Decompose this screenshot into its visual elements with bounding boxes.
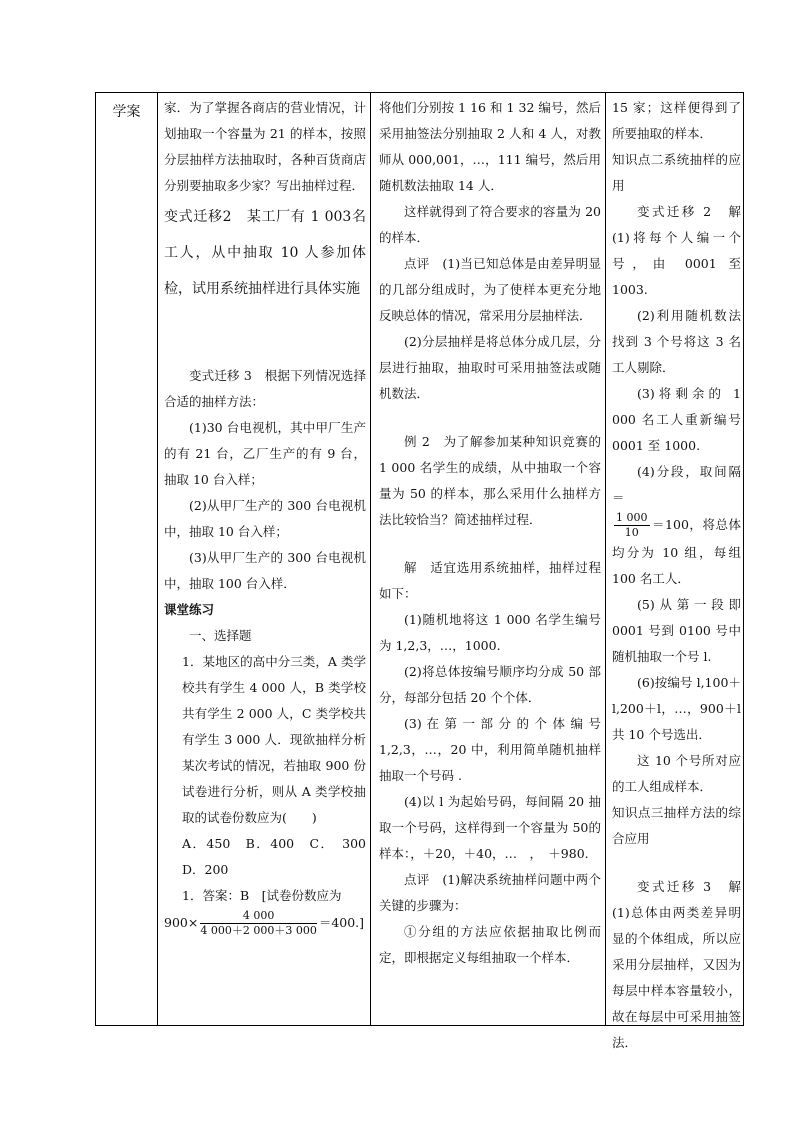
fraction: $\frac{1 000}{10}$ bbox=[616, 511, 648, 539]
paragraph: (2)将总体按编号顺序均分成 50 部分，每部分包括 20 个个体． bbox=[379, 664, 601, 705]
paragraph: 解 适宜选用系统抽样，抽样过程如下： bbox=[379, 560, 601, 601]
paragraph: 15 家；这样便得到了所要抽取的样本． bbox=[612, 100, 741, 141]
answer: 1．答案：B [试卷份数应为 bbox=[182, 888, 342, 903]
paragraph: $\frac{1 000}{10}$ ＝100，将总体均分为 10 组，每组 100 名工人． bbox=[612, 511, 741, 586]
paragraph: (4)分段，取间隔 ＝ bbox=[612, 464, 741, 505]
paragraph: 点评 (1)解决系统抽样问题中两个关键的步骤为： bbox=[379, 872, 601, 913]
paragraph: (6)按编号 l,100＋l,200＋l，…，900＋l 共 10 个号选出． bbox=[612, 675, 741, 742]
paragraph: (2)分层抽样是将总体分成几层，分层进行抽取，抽取时可采用抽签法或随机数法． bbox=[379, 334, 601, 401]
section-title: 一、选择题 bbox=[189, 628, 252, 643]
paragraph: 知识点二系统抽样的应用 bbox=[612, 152, 741, 193]
section-heading: 课堂练习 bbox=[164, 602, 215, 617]
paragraph: 这 10 个号所对应的工人组成样本． bbox=[612, 753, 741, 794]
paragraph: (4)以 l 为起始号码，每间隔 20 抽取一个号码，这样得到一个容量为 50的样本：，＋20，＋40，… ， ＋980. bbox=[379, 794, 601, 861]
column-answers bbox=[606, 93, 754, 1056]
paragraph: 这样就得到了符合要求的容量为 20 的样本． bbox=[379, 204, 601, 245]
paragraph: (3)从甲厂生产的 300 台电视机中，抽取 100 台入样． bbox=[164, 550, 366, 591]
fraction: $\frac{4 000}{4 000+2 000+3 000}$ bbox=[200, 909, 317, 937]
paragraph: (5)从第一段即 0001 号到 0100 号中随机抽取一个号 l. bbox=[612, 597, 741, 664]
paragraph: ①分组的方法应依据抽取比例而定，即根据定义每组抽取一个样本． bbox=[379, 924, 601, 965]
question-1 bbox=[164, 649, 379, 909]
paragraph: (2)利用随机数法找到 3 个号将这 3 名工人剔除． bbox=[612, 308, 741, 375]
paragraph: 变式迁移 3 根据下列情况选择合适的抽样方法： bbox=[164, 368, 366, 409]
paragraph: 变式迁移2 某工厂有 1 003名工人，从中抽取 10 人参加体检，试用系统抽样进行具体实施 bbox=[164, 209, 366, 297]
paragraph: 将他们分别按 1 16 和 1 32 编号，然后采用抽签法分别抽取 2 人和 4 人，对教师从 000,001，…，111 编号，然后用随机数法抽取 14 人． bbox=[379, 100, 601, 193]
paragraph: 点评 (1)当已知总体是由差异明显的几部分组成时，为了使样本更充分地反映总体的情况，常采用分层抽样法． bbox=[379, 256, 601, 323]
row-label: 学案 bbox=[112, 104, 141, 120]
paragraph: (3)将剩余的 1 000 名工人重新编号 0001 至 1000. bbox=[612, 386, 741, 453]
answer-formula: 900× $\frac{4 000}{4 000+2 000+3 000}$ ＝400.] bbox=[164, 909, 365, 937]
paragraph: (2)从甲厂生产的 300 台电视机中，抽取 10 台入样； bbox=[164, 498, 366, 539]
question-text: 1．某地区的高中分三类，A 类学校共有学生 4 000 人，B 类学校共有学生 2 000 人，C 类学校共有学生 3 000 人．现欲抽样分析某次考试的情况，若抽取 900 份试卷进行分析，则从 A 类学校抽取的试卷份数应为( ) bbox=[182, 654, 366, 825]
paragraph: 例 2 为了解参加某种知识竞赛的 1 000 名学生的成绩，从中抽取一个容量为 50 的样本，那么采用什么抽样方法比较恰当？简述抽样过程． bbox=[379, 434, 601, 527]
paragraph: (1)30 台电视机，其中甲厂生产的有 21 台，乙厂生产的有 9 台，抽取 10 台入样； bbox=[164, 420, 366, 487]
paragraph: 知识点三抽样方法的综合应用 bbox=[612, 805, 741, 846]
column-problems bbox=[158, 93, 379, 938]
paragraph: 变式迁移 3 解 (1)总体由两类差异明显的个体组成，所以应采用分层抽样，又因为每层中样本容量较小，故在每层中可采用抽签法． bbox=[612, 879, 754, 1050]
paragraph: (3) 在 第 一 部 分 的 个 体 编 号 1,2,3，…，20 中，利用简单随机抽样抽取一个号码 . bbox=[379, 716, 601, 783]
paragraph: 变式迁移 2 解 (1)将每个人编一个号，由 0001 至 1003. bbox=[612, 204, 754, 297]
lesson-table bbox=[95, 92, 754, 1050]
question-options: A．450 B．400 C． 300 D．200 bbox=[182, 836, 379, 877]
column-examples bbox=[371, 93, 605, 971]
paragraph: 家．为了掌握各商店的营业情况，计划抽取一个容量为 21 的样本，按照分层抽样方法抽取时，各种百货商店分别要抽取多少家？写出抽样过程． bbox=[164, 100, 366, 193]
paragraph: (1)随机地将这 1 000 名学生编号为 1,2,3，…，1000. bbox=[379, 612, 601, 653]
